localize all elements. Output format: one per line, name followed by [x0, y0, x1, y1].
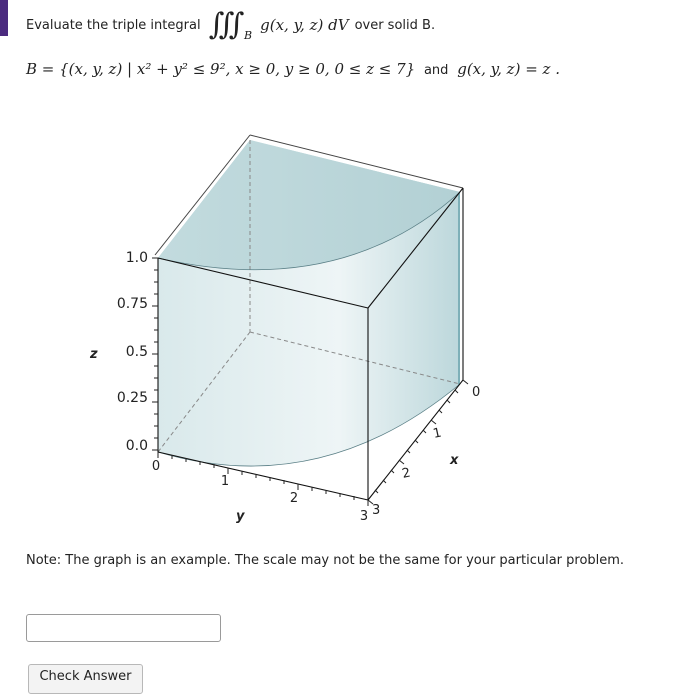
answer-input[interactable]	[26, 614, 221, 642]
y-tick-0: 0	[151, 459, 161, 474]
integrand: g(x, y, z) dV	[260, 16, 349, 34]
check-answer-button[interactable]: Check Answer	[28, 664, 143, 694]
y-tick-3: 3	[359, 509, 369, 524]
x-tick-1: 1	[431, 425, 443, 442]
graph-note: Note: The graph is an example. The scale may not be the same for your particular problem.	[26, 553, 625, 568]
function-definition: g(x, y, z) = z .	[457, 60, 560, 78]
x-tick-0: 0	[472, 385, 481, 400]
z-tick-1-0: 1.0	[125, 250, 148, 266]
y-tick-1: 1	[220, 474, 230, 489]
z-axis-ticks	[152, 258, 158, 450]
y-axis-letter: y	[236, 509, 245, 524]
z-tick-0-25: 0.25	[116, 390, 148, 406]
question-suffix: over solid B.	[354, 17, 436, 33]
x-tick-3: 3	[372, 503, 381, 518]
question-line-1	[26, 8, 435, 42]
z-tick-0-75: 0.75	[116, 296, 148, 312]
z-tick-0-0: 0.0	[125, 438, 148, 454]
x-axis-letter: x	[450, 453, 459, 468]
question-prefix: Evaluate the triple integral	[26, 17, 201, 33]
z-tick-0-5: 0.5	[125, 344, 148, 360]
right-flat-face	[458, 192, 460, 386]
solid-region-plot	[80, 120, 500, 530]
z-axis-letter: z	[90, 347, 98, 362]
question-line-2	[26, 60, 560, 78]
x-tick-2: 2	[400, 465, 412, 482]
triple-integral-symbol: ∭	[208, 7, 239, 42]
integral-subscript: B	[244, 28, 253, 42]
connector-text: and	[423, 63, 449, 78]
question-accent-bar	[0, 0, 8, 36]
y-tick-2: 2	[289, 491, 299, 506]
set-definition: B = {(x, y, z) | x² + y² ≤ 9², x ≥ 0, y ≥ 0, 0 ≤ z ≤ 7}	[26, 60, 416, 78]
